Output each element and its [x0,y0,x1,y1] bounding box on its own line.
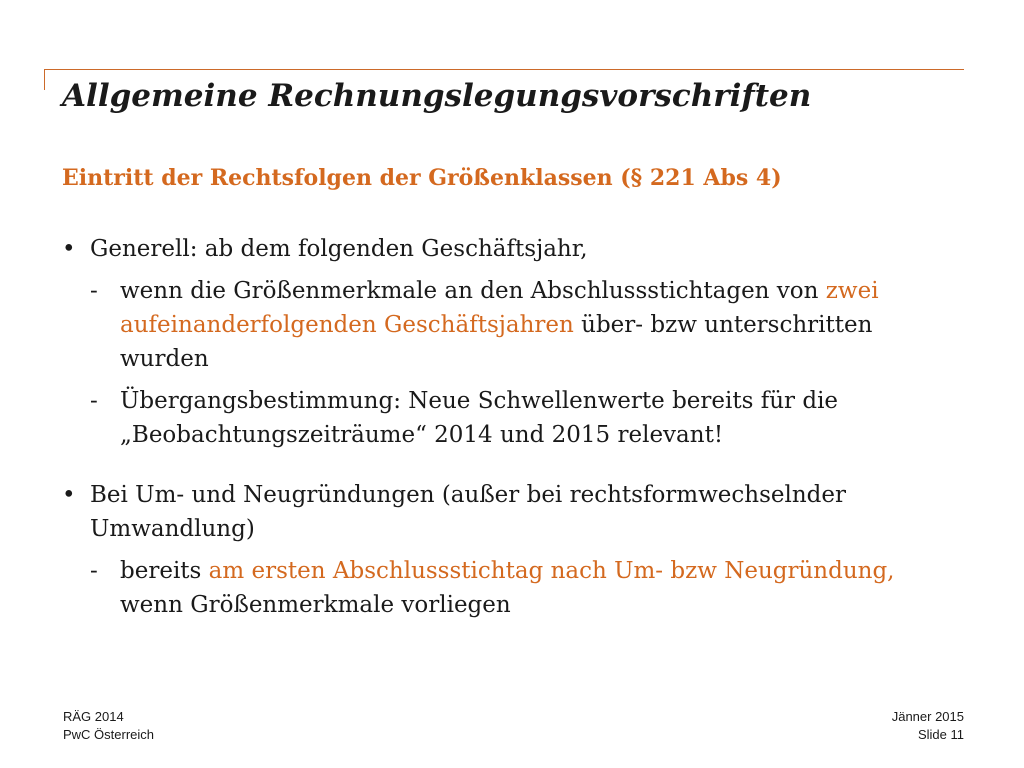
sub-item-2-1-highlight: am ersten Abschlussstichtag nach Um- bzw Neugründung, [208,558,895,584]
sub-item-2-1 [62,554,962,622]
bullet-mark: • [62,482,76,508]
bullet-item-2 [62,478,962,546]
slide-title: Allgemeine Rechnungslegungsvorschriften [62,78,812,114]
dash-mark: - [90,278,98,304]
sub-item-2-1-text-before: bereits [120,558,209,584]
bullet-item-1 [62,232,962,266]
sub-item-1-1-text-before: wenn die Größenmerkmale an den Abschlussstichtagen von [120,278,826,304]
footer-company: PwC Österreich [63,727,155,742]
bullet-item-2-text: Bei Um- und Neugründungen (außer bei rechtsformwechselnder Umwandlung) [90,482,847,542]
bullet-item-1-text: Generell: ab dem folgenden Geschäftsjahr, [90,236,588,262]
sub-item-1-2 [62,384,962,452]
slide-content [62,232,962,622]
footer-date: Jänner 2015 [891,709,964,724]
dash-mark: - [90,388,98,414]
header-rule-horizontal [44,69,964,70]
sub-item-1-1-text-after: über- bzw unterschritten wurden [120,312,873,372]
footer-left [63,708,154,744]
footer-topic: RÄG 2014 [63,709,124,724]
sub-item-1-1 [62,274,962,376]
slide-subtitle: Eintritt der Rechtsfolgen der Größenklassen (§ 221 Abs 4) [62,165,782,191]
footer-right [892,708,964,744]
dash-mark: - [90,558,98,584]
footer-slide-number: Slide 11 [917,727,964,742]
sub-item-1-1-highlight: zwei aufeinanderfolgenden Geschäftsjahren [120,278,879,338]
sub-item-1-2-text: Übergangsbestimmung: Neue Schwellenwerte bereits für die „Beobachtungszeiträume“ 2014 und 2015 relevant! [120,388,839,448]
sub-item-2-1-text-after: wenn Größenmerkmale vorliegen [120,592,511,618]
header-rule-vertical [44,69,45,90]
bullet-mark: • [62,236,76,262]
